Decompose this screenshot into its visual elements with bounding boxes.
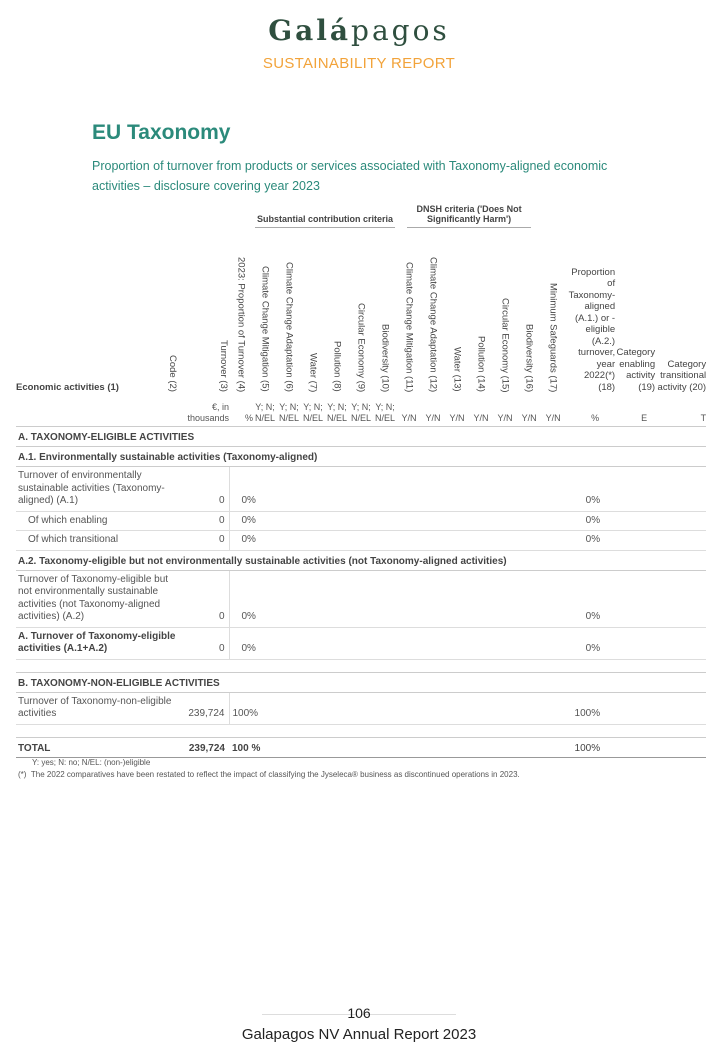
table-row: Turnover of environmentally sustainable activities (Taxonomy-aligned) (A.1) 0 0% 0% [16, 467, 706, 512]
section-a2-heading: A.2. Taxonomy-eligible but not environmentally sustainable activities (not Taxonomy-aligned activities) [16, 550, 706, 570]
total-row: TOTAL 239,724 100 % 100% [16, 737, 706, 757]
units-row: €, in thousands % Y; N; N/EL Y; N; N/EL Y; N; N/EL Y; N; N/EL Y; N; N/EL Y; N; N/EL Y/N Y/N Y/N Y/N Y/N Y/N Y/N % E T [16, 399, 706, 427]
col-header-turnover: Turnover (3) [218, 340, 229, 392]
legend-note: Y: yes; N: no; N/EL: (non-)eligible [32, 758, 151, 767]
col-header-minimum-safeguards: Minimum Safeguards (17) [547, 282, 559, 392]
footer-title: Galapagos NV Annual Report 2023 [241, 1026, 477, 1043]
col-header-code: Code (2) [167, 355, 178, 392]
table-caption: Proportion of turnover from products or services associated with Taxonomy-aligned economic activities – disclosure covering year 2023 [92, 159, 608, 193]
col-header-pollution-sc: Pollution (8) [331, 341, 343, 392]
group-substantial-criteria: Substantial contribution criteria [253, 204, 397, 231]
col-header-water-dnsh: Water (13) [451, 347, 463, 392]
col-header-activity: Economic activities (1) [16, 382, 119, 393]
table-row: Turnover of Taxonomy-eligible but not environmentally sustainable activities (not Taxonomy-aligned activities) (A.2) 0 0% 0% [16, 570, 706, 627]
col-header-transitional: Category transitional activity (20) [657, 358, 707, 393]
section-b-heading: B. TAXONOMY-NON-ELIGIBLE ACTIVITIES [16, 672, 706, 692]
section-a-heading: A. TAXONOMY-ELIGIBLE ACTIVITIES [16, 427, 706, 447]
galapagos-logo: Galápagos [268, 14, 450, 47]
col-header-ccm-sc: Climate Change Mitigation (5) [259, 266, 271, 392]
col-header-biodiversity-sc: Biodiversity (10) [379, 323, 391, 392]
col-header-ccm-dnsh: Climate Change Mitigation (11) [403, 261, 415, 392]
col-header-cca-sc: Climate Change Adaptation (6) [283, 262, 295, 392]
section-a1-heading: A.1. Environmentally sustainable activities (Taxonomy-aligned) [16, 447, 706, 467]
table-row: Of which transitional 0 0% 0% [16, 531, 706, 551]
page-title: EU Taxonomy [92, 121, 231, 144]
table-notes [18, 757, 520, 781]
col-header-biodiversity-dnsh: Biodiversity (16) [523, 323, 535, 392]
col-header-cca-dnsh: Climate Change Adaptation (12) [427, 256, 439, 392]
report-label: SUSTAINABILITY REPORT [262, 55, 456, 72]
col-header-circular-sc: Circular Economy (9) [355, 302, 367, 392]
col-header-enabling: Category enabling activity (19) [616, 347, 656, 393]
table-row: Turnover of Taxonomy-non-eligible activities 239,724 100% 100% [16, 692, 706, 724]
col-header-pollution-dnsh: Pollution (14) [475, 336, 487, 392]
col-header-water-sc: Water (7) [307, 352, 319, 392]
eu-taxonomy-table [16, 204, 706, 758]
col-header-circular-dnsh: Circular Economy (15) [499, 297, 511, 392]
col-header-proportion-2022: Proportion of Taxonomy-aligned (A.1.) or -eligible (A.2.) turnover, year 2022(*) (18) [568, 266, 616, 393]
footnote: (*) The 2022 comparatives have been restated to reflect the impact of classifying the Jyseleca® business as discontinued operations in 2023. [18, 770, 520, 779]
table-row: A. Turnover of Taxonomy-eligible activities (A.1+A.2) 0 0% 0% [16, 627, 706, 659]
group-dnsh-criteria: DNSH criteria ('Does Not Significantly Harm') [397, 204, 541, 231]
page-number: 106 [347, 1005, 371, 1021]
col-header-proportion: 2023: Proportion of Turnover (4) [235, 256, 247, 392]
table-row: Of which enabling 0 0% 0% [16, 511, 706, 531]
